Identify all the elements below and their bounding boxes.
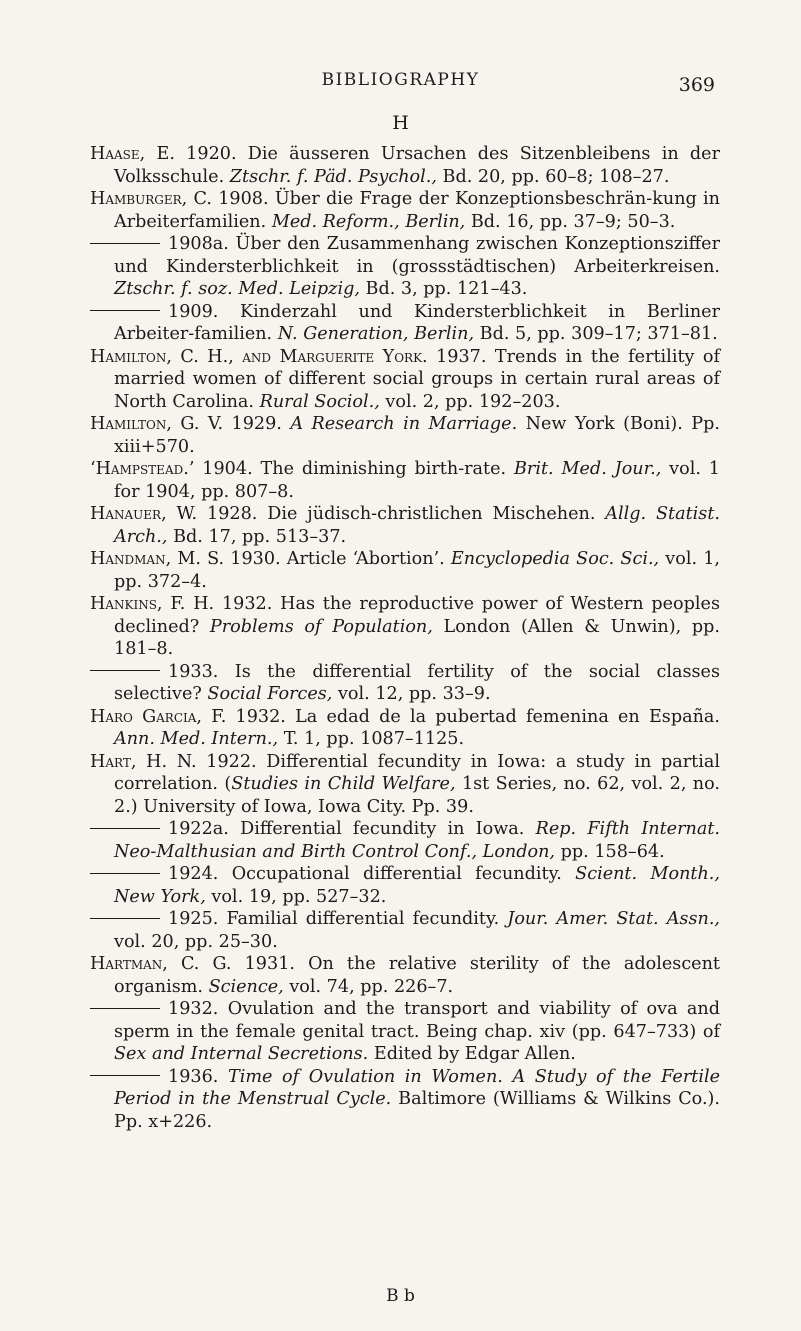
bibliography-entry [90,593,720,661]
entry-text: 1909. Kinderzahl und Kindersterblichkeit in Berliner Arbeiter-familien. [114,301,720,344]
entry-author: ‘Hampstead.’ [90,459,195,479]
bibliography-entry [90,413,720,458]
entry-text: 1933. Is the differential fertility of the social classes selective? [114,661,720,704]
ditto-dash [90,670,160,671]
entry-journal: Ztschr. f. soz. Med. Leipzig, [114,279,360,299]
entry-text: 1908. Über die Frage der Konzeptionsbeschrän-kung in Arbeiterfamilien. [114,189,721,232]
entry-text: 1924. Occupational differential fecundity. [168,864,576,884]
bibliography-entry [90,953,720,998]
bibliography-entry [90,346,720,414]
entry-text: 1932. Has the reproductive power of Western peoples declined? [114,594,720,637]
entry-journal: A Research in Marriage. [290,414,518,434]
running-head: BIBLIOGRAPHY [321,70,480,90]
entry-journal: Scient. Month., New York, [114,864,720,907]
entry-journal: Ztschr. f. Päd. Psychol., [229,166,437,187]
bibliography-entry [90,908,720,953]
entry-journal: Problems of Population, [209,616,433,637]
bibliography-entry [90,458,720,503]
bibliography-entry [90,998,720,1066]
entry-text: 1922a. Differential fecundity in Iowa. [168,819,536,839]
entry-author: Hamilton, G. V. [90,414,224,434]
entry-text: 1937. Trends in the fertility of married women of different social groups in certain rural areas of North Carolina. [114,346,720,412]
entry-text: 1922. Differential fecundity in Iowa: a study in partial correlation. ( [114,751,720,794]
entry-details: Bd. 20, pp. 60–8; 108–27. [436,166,670,187]
entry-details: vol. 1, pp. 372–4. [114,549,720,592]
entry-author: Hart, H. N. [90,751,197,772]
entry-author: Haase, E. [90,144,175,164]
entry-text: 1904. The diminishing birth-rate. [194,459,514,479]
entry-journal: Sex and Internal Secretions. [114,1044,369,1064]
bibliography-entry [90,143,720,188]
entry-author: Hamilton, C. H., and Marguerite York. [90,346,428,367]
entry-details: New York (Boni). Pp. xiii+570. [114,414,721,457]
entry-journal: Social Forces, [207,684,333,704]
entry-details: Edited by Edgar Allen. [368,1044,576,1064]
bibliography-entry [90,818,720,863]
entry-author: Hamburger, C. [90,189,212,209]
entry-author: Hankins, F. H. [90,594,215,614]
entry-details: Bd. 5, pp. 309–17; 371–81. [474,324,718,344]
entry-details: vol. 20, pp. 25–30. [114,931,278,952]
entry-text: 1929. [223,414,291,434]
entry-text: 1936. [168,1066,228,1087]
entry-details: London (Allen & Unwin), pp. 181–8. [114,616,721,659]
entry-details: T. 1, pp. 1087–1125. [278,729,465,749]
bibliography-entry [90,188,720,233]
entry-journal: Science, [208,976,284,997]
entry-details: Bd. 3, pp. 121–43. [359,279,528,299]
page-number: 369 [678,74,715,96]
entry-text: 1925. Familial differential fecundity. [168,909,508,929]
entry-author: Handman, M. S. [90,549,225,569]
ditto-dash [90,918,160,919]
entry-journal: Rural Sociol., [259,391,380,412]
ditto-dash [90,310,160,311]
ditto-dash [90,873,160,874]
entry-details: vol. 74, pp. 226–7. [283,976,454,997]
bibliography-entry [90,233,720,301]
entry-details: vol. 19, pp. 527–32. [205,886,387,907]
entry-journal: Brit. Med. Jour., [514,459,662,479]
ditto-dash [90,1075,160,1076]
entry-journal: Allg. Statist. Arch., [114,504,720,547]
ditto-dash [90,243,160,244]
entry-text: 1931. On the relative sterility of the adolescent organism. [114,954,720,997]
bibliography-list [90,143,720,1133]
entry-journal: Ann. Med. Intern., [114,729,279,749]
ditto-dash [90,828,160,829]
entry-journal: Rep. Fifth Internat. Neo-Malthusian and Birth Control Conf., London, [114,819,720,862]
entry-details: 1st Series, no. 62, vol. 2, no. 2.) University of Iowa, Iowa City. Pp. 39. [114,774,721,817]
entry-details: Bd. 17, pp. 513–37. [167,526,347,547]
bibliography-entry [90,503,720,548]
entry-journal: Jour. Amer. Stat. Assn., [507,909,720,929]
entry-details: pp. 158–64. [555,841,665,862]
bibliography-entry [90,1066,720,1134]
bibliography-entry [90,548,720,593]
entry-text: 1920. Die äusseren Ursachen des Sitzenbleibens in der Volksschule. [114,144,720,187]
entry-author: Hartman, C. G. [90,954,232,974]
entry-author: Hanauer, W. [90,504,198,524]
section-letter: H [392,112,409,134]
bibliography-entry [90,661,720,706]
bibliography-entry [90,301,720,346]
entry-text: 1930. Article ‘Abortion’. [224,549,451,569]
entry-details: Bd. 16, pp. 37–9; 50–3. [465,211,676,232]
entry-text: 1908a. Über den Zusammenhang zwischen Konzeptionsziffer und Kindersterblichkeit in (grossstädtischen) Arbeiterkreisen. [114,234,720,277]
ditto-dash [90,1008,160,1009]
entry-author: Haro Garcia, F. [90,706,227,727]
entry-journal: Studies in Child Welfare, [231,774,456,794]
entry-journal: Med. Reform., Berlin, [271,211,466,232]
entry-details: Baltimore (Williams & Wilkins Co.). Pp. x+226. [114,1089,721,1132]
entry-journal: Time of Ovulation in Women. A Study of the Fertile Period in the Menstrual Cycle. [114,1066,720,1109]
bibliography-entry [90,706,720,751]
printer-signature: B b [386,1286,415,1306]
entry-details: vol. 12, pp. 33–9. [332,684,491,704]
entry-text: 1928. Die jüdisch-christlichen Mischehen. [197,504,606,524]
entry-journal: N. Generation, Berlin, [277,324,475,344]
entry-details: vol. 1 for 1904, pp. 807–8. [114,459,720,502]
bibliography-entry [90,863,720,908]
entry-journal: Encyclopedia Soc. Sci., [450,549,660,569]
entry-details: vol. 2, pp. 192–203. [379,391,561,412]
bibliography-entry [90,751,720,819]
entry-text: 1932. La edad de la pubertad femenina en España. [226,706,720,727]
entry-text: 1932. Ovulation and the transport and viability of ova and sperm in the female genital tract. Being chap. xiv (pp. 647–733) of [114,999,720,1042]
